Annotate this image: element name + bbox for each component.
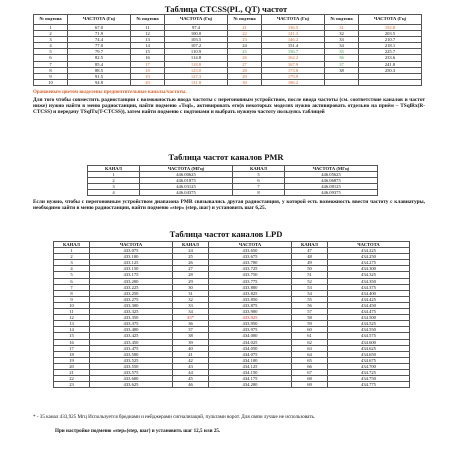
table-cell: 22 (54, 376, 90, 382)
table-cell: 60 (292, 327, 328, 333)
table-cell: 434.450 (328, 302, 410, 308)
table-cell: 433.500 (90, 351, 173, 357)
table-cell: 56 (292, 302, 328, 308)
table-cell: 433.700 (209, 260, 292, 266)
header-cell: ЧАСТОТА (Гц) (68, 15, 131, 25)
table-cell: 30 (173, 284, 209, 290)
table-cell: 47 (292, 248, 328, 254)
table-cell: 167.9 (262, 61, 325, 67)
table-cell: 434.650 (328, 351, 410, 357)
table-cell: 31 (173, 290, 209, 296)
table-cell: 434.075 (209, 351, 292, 357)
table-cell: 6 (34, 55, 68, 61)
table-cell: 71.9 (68, 31, 131, 37)
table-cell: 11 (131, 25, 165, 31)
table-cell: 434.275 (328, 260, 410, 266)
table-cell: 433.675 (209, 254, 292, 260)
table-cell: 34 (325, 43, 359, 49)
table-cell: 5 (233, 172, 285, 178)
table-cell: 131.8 (165, 79, 228, 85)
table-cell: 241.8 (359, 61, 422, 67)
table-cell: 433.925 (209, 315, 292, 321)
lpd-table (53, 241, 410, 388)
table-cell: 46 (173, 382, 209, 388)
table-cell: 88.5 (68, 67, 131, 73)
table-cell: 127.3 (165, 73, 228, 79)
table-cell: 64 (292, 351, 328, 357)
table-cell: 434.525 (328, 321, 410, 327)
table-cell: 434.200 (209, 382, 292, 388)
table-cell: 34 (173, 309, 209, 315)
table-cell: 28 (173, 272, 209, 278)
table-cell: 433.650 (209, 248, 292, 254)
table-cell: 233.6 (359, 55, 422, 61)
table-cell: 225.7 (359, 49, 422, 55)
table-cell: 97.4 (165, 25, 228, 31)
table-cell: 5 (34, 49, 68, 55)
table-cell: 156.7 (262, 49, 325, 55)
table-cell: 59 (292, 321, 328, 327)
table-cell: 2 (34, 31, 68, 37)
table-cell: 434.225 (328, 248, 410, 254)
table-cell: 434.475 (328, 309, 410, 315)
table-cell (325, 79, 359, 85)
table-cell: 62 (292, 339, 328, 345)
table-cell: 433.600 (90, 376, 173, 382)
table-cell: 33 (173, 302, 209, 308)
table-cell: 4 (88, 190, 140, 196)
ctcss-instructions: Для того чтобы совместить радиостанции с возможностью ввода частоты с перегоновным устройством, после ввода частоты (см. соответствие каналов и частот ниже) нужно найти в меню радиостанции, найти подменю «Tsql», активировать его(в некоторых моделях нужно активировать отдельно на приём – TSqlRx(R-CTCSS) и передачу TSqlTx(T-CTCSS)), затем найти подменю с подтонами и выбрать нужную частоту пользуясь таблицей (33, 97, 425, 116)
table-cell: 7 (54, 284, 90, 290)
table-cell: 433.350 (90, 315, 173, 321)
table-cell: 66 (292, 363, 328, 369)
table-cell: 23 (228, 37, 262, 43)
table-cell: 2 (88, 178, 140, 184)
table-cell: 210.7 (359, 37, 422, 43)
table-cell: 434.725 (328, 369, 410, 375)
table-cell: 433.625 (90, 382, 173, 388)
table-cell: 3 (34, 37, 68, 43)
table-cell: 1 (54, 248, 90, 254)
table-cell: 15 (54, 333, 90, 339)
header-cell: КАНАЛ (88, 166, 140, 172)
lpd-final-note: При настройке подменю «step»(step, шаг) и установить шаг 12,5 или 25. (55, 428, 221, 434)
table-cell: 433.100 (90, 254, 173, 260)
table-cell: 12 (54, 315, 90, 321)
table-cell: 192.8 (359, 25, 422, 31)
table-cell: 446.05625 (285, 172, 378, 178)
table-cell: 65 (292, 357, 328, 363)
table-cell: 51 (292, 272, 328, 278)
table-cell: 433.825 (209, 290, 292, 296)
table-cell: 162.2 (262, 55, 325, 61)
table-cell: 114.8 (165, 55, 228, 61)
table-cell: 107.2 (165, 43, 228, 49)
table-cell: 433.525 (90, 357, 173, 363)
table-cell: 434.250 (328, 254, 410, 260)
table-cell: 433.450 (90, 339, 173, 345)
table-cell: 446.03125 (140, 184, 233, 190)
table-cell: 24 (173, 248, 209, 254)
table-cell: 74.4 (68, 37, 131, 43)
table-cell: 434.000 (209, 333, 292, 339)
table-cell: 18 (54, 351, 90, 357)
table-cell: 179.9 (262, 73, 325, 79)
header-cell: ЧАСТОТА (Гц) (262, 15, 325, 25)
table-cell: 30 (228, 79, 262, 85)
table-cell: 2 (54, 254, 90, 260)
table-cell: 85.4 (68, 61, 131, 67)
table-cell: 136.5 (262, 25, 325, 31)
table-cell: 61 (292, 333, 328, 339)
table-cell: 69 (292, 382, 328, 388)
table-cell: 54 (292, 290, 328, 296)
table-cell: 434.500 (328, 315, 410, 321)
table-cell: 434.125 (209, 363, 292, 369)
table-cell: 25 (228, 49, 262, 55)
lpd-footnote: * - 35 канал 433,925 Мгц Используется бреднами и нейджерами сигнализаций, пультами ворот. Для связи лучше не использовать. (33, 414, 316, 420)
header-cell: ЧАСТОТА (209, 242, 292, 248)
table-cell: 433.950 (209, 321, 292, 327)
table-cell: 16 (54, 339, 90, 345)
table-cell: 39 (173, 339, 209, 345)
table-cell: 45 (173, 376, 209, 382)
table-cell: 118.8 (165, 61, 228, 67)
ctcss-table (33, 14, 422, 86)
table-cell: 4 (34, 43, 68, 49)
pmr-table (87, 165, 378, 196)
table-cell: 26 (173, 260, 209, 266)
table-cell: 18 (131, 67, 165, 73)
table-cell: 3 (88, 184, 140, 190)
table-cell: 434.025 (209, 339, 292, 345)
table-cell: 433.300 (90, 302, 173, 308)
table-cell: 218.1 (359, 43, 422, 49)
table-cell: 1 (34, 25, 68, 31)
table-cell: 58 (292, 315, 328, 321)
table-cell: 25 (173, 254, 209, 260)
table-cell: 173.8 (262, 67, 325, 73)
table-cell: 434.300 (328, 266, 410, 272)
table-cell: 67.0 (68, 25, 131, 31)
header-cell: № подтона (131, 15, 165, 25)
table-cell: 50 (292, 266, 328, 272)
table-cell: 14 (54, 327, 90, 333)
table-cell: 434.375 (328, 284, 410, 290)
table-cell: 40 (173, 345, 209, 351)
header-cell: КАНАЛ (233, 166, 285, 172)
table-cell: 6 (54, 278, 90, 284)
table-cell: 41 (173, 351, 209, 357)
table-cell: 433.175 (90, 272, 173, 278)
table-cell: 13 (131, 37, 165, 43)
table-cell: 68 (292, 376, 328, 382)
table-cell: 433.550 (90, 363, 173, 369)
table-cell: 26 (228, 55, 262, 61)
table-cell: 14 (131, 43, 165, 49)
table-cell: 123.0 (165, 67, 228, 73)
table-cell: 35* (173, 315, 209, 321)
table-cell: 7 (34, 61, 68, 67)
table-row (88, 190, 378, 196)
table-cell: 434.700 (328, 363, 410, 369)
table-cell: 53 (292, 284, 328, 290)
table-cell: 19 (54, 357, 90, 363)
table-cell: 20 (131, 79, 165, 85)
header-cell: КАНАЛ (173, 242, 209, 248)
table-cell: 433.225 (90, 284, 173, 290)
header-cell: КАНАЛ (292, 242, 328, 248)
pmr-table-title: Таблица частот каналов PMR (168, 152, 284, 162)
table-cell: 55 (292, 296, 328, 302)
table-cell: 446.04375 (140, 190, 233, 196)
table-cell: 48 (292, 254, 328, 260)
table-cell: 434.400 (328, 290, 410, 296)
table-row (34, 79, 422, 85)
table-cell: 433.775 (209, 278, 292, 284)
table-cell: 37 (173, 327, 209, 333)
table-cell: 434.100 (209, 357, 292, 363)
table-cell: 433.375 (90, 321, 173, 327)
table-cell: 22 (228, 31, 262, 37)
table-cell: 434.575 (328, 333, 410, 339)
table-cell: 28 (228, 67, 262, 73)
table-cell: 36 (325, 55, 359, 61)
table-cell: 100.0 (165, 31, 228, 37)
table-cell: 12 (131, 31, 165, 37)
table-cell: 151.4 (262, 43, 325, 49)
table-cell: 11 (54, 309, 90, 315)
table-cell: 186.2 (262, 79, 325, 85)
table-cell: 434.550 (328, 327, 410, 333)
table-cell: 15 (131, 49, 165, 55)
table-cell: 434.325 (328, 272, 410, 278)
table-cell: 433.850 (209, 296, 292, 302)
header-cell: ЧАСТОТА (МГц) (140, 166, 233, 172)
table-cell: 433.425 (90, 333, 173, 339)
table-cell: 63 (292, 345, 328, 351)
table-cell: 49 (292, 260, 328, 266)
table-cell: 32 (173, 296, 209, 302)
table-cell: 434.775 (328, 382, 410, 388)
table-row (54, 382, 410, 388)
table-cell: 23 (54, 382, 90, 388)
table-cell: 32 (325, 31, 359, 37)
table-cell: 433.900 (209, 309, 292, 315)
table-cell: 37 (325, 61, 359, 67)
table-cell: 3 (54, 260, 90, 266)
table-cell: 20 (54, 363, 90, 369)
table-cell: 434.050 (209, 345, 292, 351)
table-cell: 21 (228, 25, 262, 31)
table-cell: 434.425 (328, 296, 410, 302)
header-cell: ЧАСТОТА (328, 242, 410, 248)
table-cell: 29 (228, 73, 262, 79)
table-cell: 434.675 (328, 357, 410, 363)
header-cell: ЧАСТОТА (МГц) (285, 166, 378, 172)
table-cell: 433.075 (90, 248, 173, 254)
table-cell: 433.275 (90, 296, 173, 302)
table-cell: 16 (131, 55, 165, 61)
ctcss-note: Оранжевым цветом выделены предпочтительные каналы/частоты. (33, 90, 187, 95)
table-cell: 250.3 (359, 67, 422, 73)
table-cell: 110.9 (165, 49, 228, 55)
table-cell: 433.325 (90, 309, 173, 315)
table-cell: 8 (54, 290, 90, 296)
table-cell: 433.750 (209, 272, 292, 278)
table-cell: 446.00625 (140, 172, 233, 178)
table-cell: 38 (173, 333, 209, 339)
table-cell: 24 (228, 43, 262, 49)
table-cell: 446.09375 (285, 190, 378, 196)
table-cell: 433.800 (209, 284, 292, 290)
table-cell: 57 (292, 309, 328, 315)
table-cell: 17 (54, 345, 90, 351)
table-cell: 4 (54, 266, 90, 272)
table-cell: 7 (233, 184, 285, 190)
table-cell: 433.875 (209, 302, 292, 308)
table-cell: 35 (325, 49, 359, 55)
table-cell: 13 (54, 321, 90, 327)
ctcss-header-row (34, 15, 422, 25)
table-cell: 27 (173, 266, 209, 272)
pmr-instructions: Если нужно, чтобы с перегоновным устройством диапазона PMR связывались другая радиостанция, у которой есть возможность ввести частоту с клавиатуры, необходимо зайти в меню радиостанции, найти подменю «step» (step, шаг) и установить шаг 6,25. (33, 199, 425, 212)
table-cell: 10 (54, 302, 90, 308)
table-cell: 433.150 (90, 266, 173, 272)
header-cell: № подтона (34, 15, 68, 25)
table-cell: 8 (34, 67, 68, 73)
table-cell: 33 (325, 37, 359, 43)
table-cell: 203.5 (359, 31, 422, 37)
header-cell: ЧАСТОТА (Гц) (359, 15, 422, 25)
table-cell: 79.7 (68, 49, 131, 55)
table-cell: 434.175 (209, 376, 292, 382)
table-cell: 52 (292, 278, 328, 284)
table-cell: 433.200 (90, 278, 173, 284)
table-cell: 434.600 (328, 339, 410, 345)
table-cell: 10 (34, 79, 68, 85)
table-cell: 433.250 (90, 290, 173, 296)
table-cell: 82.5 (68, 55, 131, 61)
table-cell: 77.0 (68, 43, 131, 49)
header-cell: № подтона (228, 15, 262, 25)
table-cell: 433.975 (209, 327, 292, 333)
header-cell: ЧАСТОТА (Гц) (165, 15, 228, 25)
lpd-table-title: Таблица частот каналов LPD (169, 229, 283, 239)
table-cell: 67 (292, 369, 328, 375)
table-cell: 36 (173, 321, 209, 327)
table-cell: 146.2 (262, 37, 325, 43)
table-cell: 91.5 (68, 73, 131, 79)
table-cell: 434.750 (328, 376, 410, 382)
header-cell: КАНАЛ (54, 242, 90, 248)
table-cell: 433.725 (209, 266, 292, 272)
table-cell: 8 (233, 190, 285, 196)
table-cell: 9 (34, 73, 68, 79)
table-cell: 94.8 (68, 79, 131, 85)
table-cell: 44 (173, 369, 209, 375)
table-cell (359, 79, 422, 85)
table-cell: 21 (54, 369, 90, 375)
table-cell: 141.3 (262, 31, 325, 37)
table-cell: 446.01875 (140, 178, 233, 184)
table-cell: 31 (325, 25, 359, 31)
table-cell: 446.06875 (285, 178, 378, 184)
table-cell: 433.125 (90, 260, 173, 266)
table-cell: 433.575 (90, 369, 173, 375)
table-cell: 17 (131, 61, 165, 67)
table-cell: 43 (173, 363, 209, 369)
table-cell: 446.08125 (285, 184, 378, 190)
table-cell: 9 (54, 296, 90, 302)
table-cell: 433.475 (90, 345, 173, 351)
header-cell: № подтона (325, 15, 359, 25)
table-cell: 19 (131, 73, 165, 79)
table-cell: 27 (228, 61, 262, 67)
table-cell: 6 (233, 178, 285, 184)
ctcss-table-title: Таблица CTCSS(PL, QT) частот (164, 4, 288, 14)
table-cell: 38 (325, 67, 359, 73)
table-cell: 433.400 (90, 327, 173, 333)
header-cell: ЧАСТОТА (90, 242, 173, 248)
table-cell: 29 (173, 278, 209, 284)
table-cell: 1 (88, 172, 140, 178)
table-cell: 5 (54, 272, 90, 278)
table-cell: 434.350 (328, 278, 410, 284)
table-cell: 42 (173, 357, 209, 363)
table-cell: 434.625 (328, 345, 410, 351)
table-cell: 434.150 (209, 369, 292, 375)
table-cell: 103.5 (165, 37, 228, 43)
